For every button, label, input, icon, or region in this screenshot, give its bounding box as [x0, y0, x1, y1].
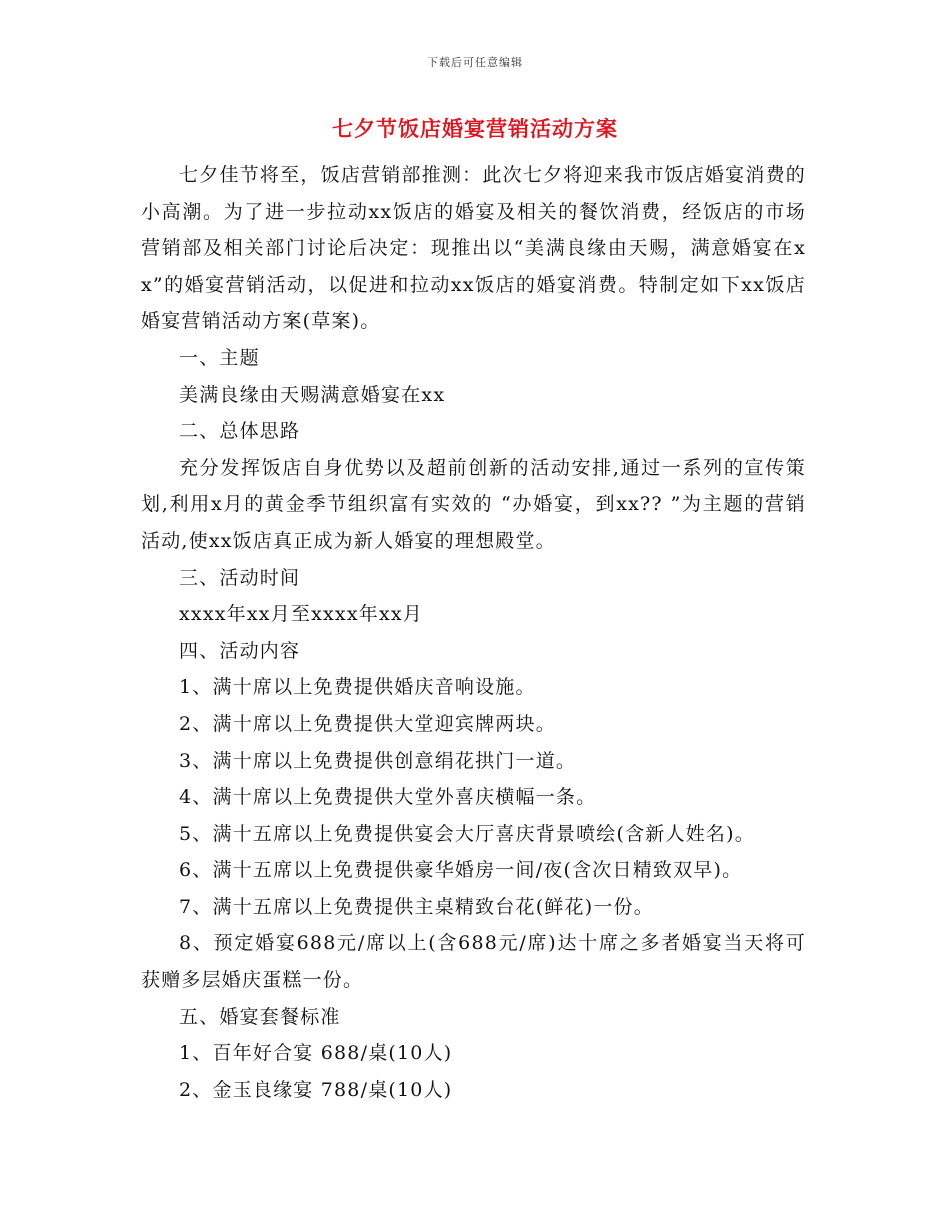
heading-theme: 一、主题 — [179, 346, 260, 369]
list-item-content-6: 6、满十五席以上免费提供豪华婚房一间/夜(含次日精致双早)。 — [179, 859, 743, 882]
list-item-content-8: 8、预定婚宴688元/席以上(含688元/席)达十席之多者婚宴当天将可获赠多层婚庆蛋糕一份。 — [141, 932, 806, 992]
document-title: 七夕节饭店婚宴营销活动方案 — [332, 116, 618, 141]
paragraph-intro: 七夕佳节将至，饭店营销部推测：此次七夕将迎来我市饭店婚宴消费的小高潮。为了进一步拉动xx饭店的婚宴及相关的餐饮消费，经饭店的市场营销部及相关部门讨论后决定：现推出以“美满良缘由天赐，满意婚宴在xx”的婚宴营销活动，以促进和拉动xx饭店的婚宴消费。特制定如下xx饭店婚宴营销活动方案(草案)。 — [141, 164, 806, 333]
header-note: 下载后可任意编辑 — [427, 56, 523, 69]
list-item-content-3: 3、满十席以上免费提供创意绢花拱门一道。 — [179, 749, 577, 772]
list-item-content-4: 4、满十席以上免费提供大堂外喜庆横幅一条。 — [179, 786, 597, 809]
paragraph-theme: 美满良缘由天赐满意婚宴在xx — [179, 383, 446, 406]
list-item-content-1: 1、满十席以上免费提供婚庆音响设施。 — [179, 676, 536, 699]
list-item-content-7: 7、满十五席以上免费提供主桌精致台花(鲜花)一份。 — [179, 895, 654, 918]
heading-activity-time: 三、活动时间 — [179, 566, 301, 589]
heading-package-standard: 五、婚宴套餐标准 — [179, 1005, 341, 1028]
paragraph-overall-idea: 充分发挥饭店自身优势以及超前创新的活动安排,通过一系列的宣传策划,利用x月的黄金季节组织富有实效的 “办婚宴，到xx?? ”为主题的营销活动,使xx饭店真正成为新人婚宴的理想殿堂。 — [141, 456, 806, 552]
heading-activity-content: 四、活动内容 — [179, 639, 301, 662]
heading-overall-idea: 二、总体思路 — [179, 420, 301, 443]
list-item-content-5: 5、满十五席以上免费提供宴会大厅喜庆背景喷绘(含新人姓名)。 — [179, 822, 755, 845]
list-item-content-2: 2、满十席以上免费提供大堂迎宾牌两块。 — [179, 712, 556, 735]
list-item-package-1: 1、百年好合宴 688/桌(10人) — [179, 1042, 453, 1065]
list-item-package-2: 2、金玉良缘宴 788/桌(10人) — [179, 1078, 453, 1101]
paragraph-activity-time: xxxx年xx月至xxxx年xx月 — [179, 603, 423, 626]
document-body — [141, 157, 806, 1108]
